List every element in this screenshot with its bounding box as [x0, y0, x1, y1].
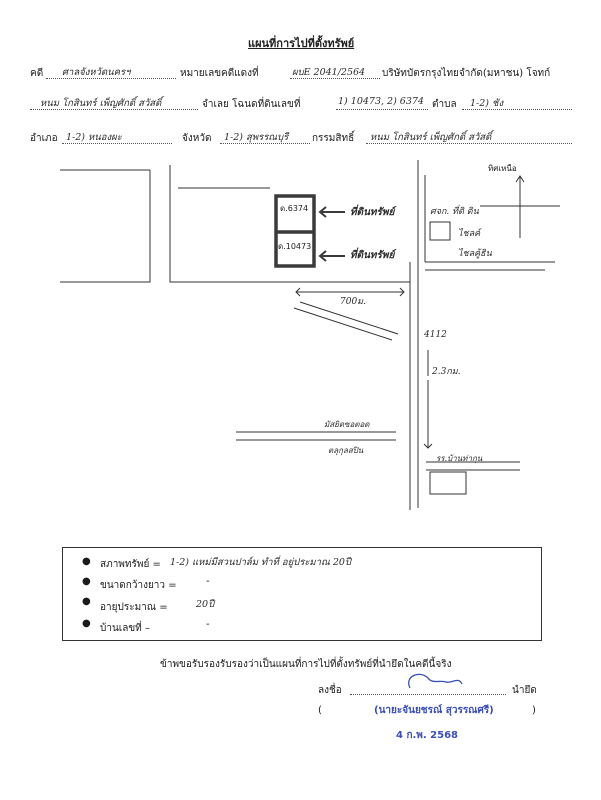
- school-label: รร.บ้านท่ากุน: [436, 454, 483, 463]
- sign-label: ลงชื่อ: [318, 685, 342, 696]
- sign-role: นำยึด: [512, 685, 537, 696]
- north-label: ทิศเหนือ: [488, 164, 517, 173]
- plaintiff-label: บริษัทบัตรกรุงไทยจำกัด(มหาชน) โจทก์: [382, 68, 551, 79]
- legend-value-3: 20ปี: [196, 599, 215, 610]
- legend-bullet-3: ●: [82, 596, 91, 607]
- legend-label-1: สภาพทรัพย์ =: [100, 559, 161, 570]
- deed-label: จำเลย โฉนดที่ดินเลขที่: [202, 99, 301, 110]
- distance-label: 700ม.: [340, 297, 366, 307]
- parcel-2-label: ด.10473: [278, 242, 312, 251]
- place-1-label: ศจก. ที่ดิ ดิน: [430, 207, 479, 217]
- certification-statement: ข้าพขอรับรองรับรองว่าเป็นแผนที่การไปที่ตั้งทรัพย์ที่นำยึดในคดีนี้จริง: [160, 659, 452, 670]
- legend-value-4: -: [206, 619, 210, 630]
- legend-bullet-1: ●: [82, 556, 91, 567]
- signer-name: (นายะจันยชรณ์ สุวรรณศรี): [374, 705, 494, 716]
- black-case-number: ผบE 2041/2564: [292, 67, 366, 78]
- owner-label: กรรมสิทธิ์: [312, 133, 355, 144]
- signer-name-open-paren: (: [318, 705, 322, 716]
- legend-bullet-4: ●: [82, 618, 91, 629]
- case-label: คดี: [30, 68, 44, 79]
- case-type-value: ศาลจังหวัดนครฯ: [62, 67, 131, 78]
- subdistrict-label: ตำบล: [432, 99, 457, 110]
- place-2-label: ไชลค์: [458, 229, 481, 239]
- date-stamp: 4 ก.พ. 2568: [396, 730, 458, 741]
- legend-label-3: อายุประมาณ =: [100, 602, 168, 613]
- defendant-value: หนม โกสินทร์ เพ็ญศักดิ์ สวัสดิ์: [40, 98, 162, 109]
- road-number-label: 4112: [424, 330, 447, 340]
- legend-bullet-2: ●: [82, 576, 91, 587]
- deed-numbers: 1) 10473, 2) 6374: [338, 96, 424, 107]
- arrow-1-label: ที่ดินทรัพย์: [350, 207, 395, 218]
- subdistrict-value: 1-2) ชัง: [470, 98, 504, 109]
- signer-name-close-paren: ): [532, 705, 536, 716]
- legend-label-2: ขนาดกว้างยาว =: [100, 580, 177, 591]
- district-value: 1-2) หนองผะ: [66, 132, 122, 143]
- temple-label-2: ตลุกุลสปิน: [328, 446, 364, 455]
- legend-value-2: -: [206, 576, 210, 587]
- legend-label-4: บ้านเลขที่ –: [100, 623, 150, 634]
- place-3-label: ไชลคู้ธิน: [458, 249, 492, 259]
- parcel-1-label: ด.6374: [280, 204, 309, 213]
- legend-value-1: 1-2) แหม่มีสวนปาล์ม ทำที่ อยู่ประมาณ 20ปี: [170, 557, 351, 568]
- owner-value: หนม โกสินทร์ เพ็ญศักดิ์ สวัสดิ์: [370, 132, 492, 143]
- page-title: แผนที่การไปที่ตั้งทรัพย์: [248, 37, 355, 50]
- district-label: อำเภอ: [30, 133, 58, 144]
- province-value: 1-2) สุพรรณบุรี: [224, 132, 289, 143]
- distance-2-label: 2.3กม.: [432, 367, 461, 377]
- temple-label: มัสยิดซอตอด: [324, 420, 370, 429]
- black-case-label: หมายเลขคดีแดงที่: [180, 68, 259, 79]
- arrow-2-label: ที่ดินทรัพย์: [350, 250, 395, 261]
- province-label: จังหวัด: [182, 133, 212, 144]
